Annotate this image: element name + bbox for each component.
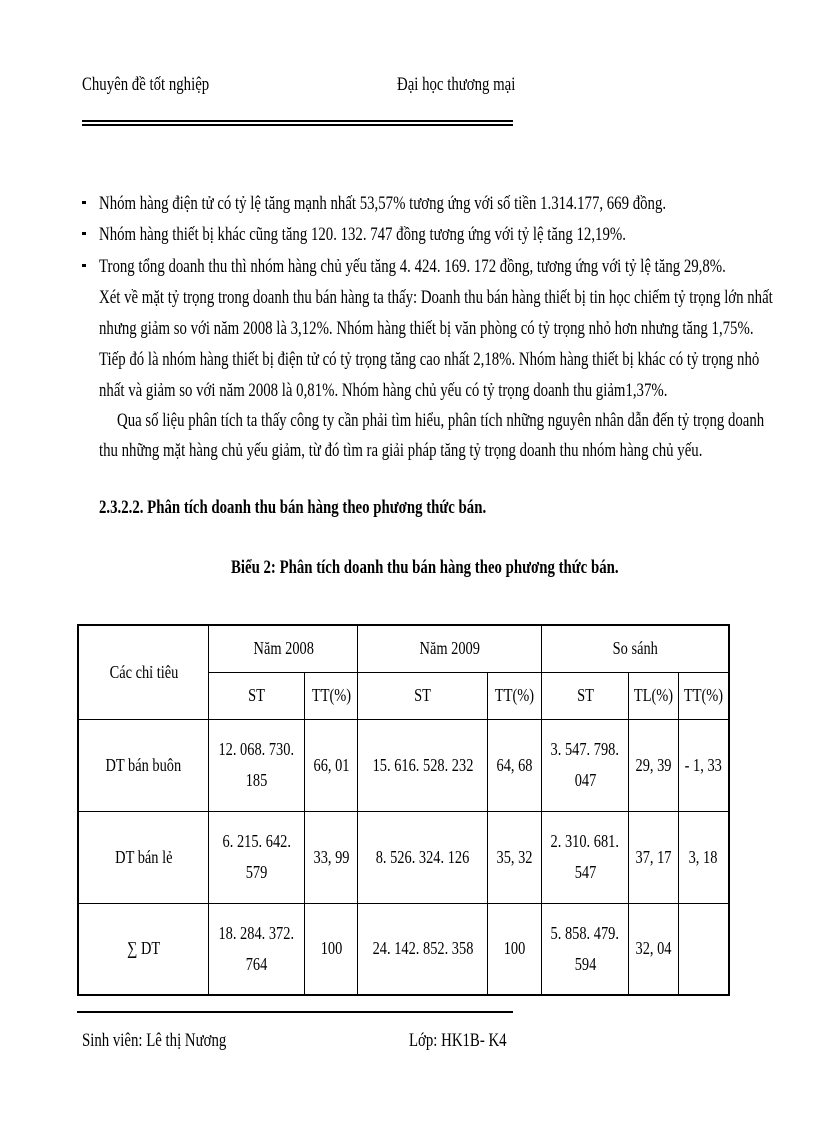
- table-cell: 18. 284. 372. 764: [209, 903, 305, 995]
- footer-right: Lớp: HK1B- K4: [409, 1030, 507, 1051]
- bullet-marker: [82, 232, 86, 235]
- table-cell: 64, 68: [488, 719, 542, 811]
- table-header-cell: So sánh: [542, 625, 729, 672]
- paragraph-line: Tiếp đó là nhóm hàng thiết bị điện tử có tỷ trọng tăng cao nhất 2,18%. Nhóm hàng thiết bị khác có tỷ trọng nhỏ: [99, 349, 760, 370]
- table-cell: 100: [488, 903, 542, 995]
- section-heading: 2.3.2.2. Phân tích doanh thu bán hàng theo phương thức bán.: [99, 497, 487, 518]
- table-row-total: [78, 903, 729, 995]
- table-header-cell: TT(%): [678, 672, 729, 719]
- table-cell: 35, 32: [488, 811, 542, 903]
- table-header-cell: Năm 2008: [209, 625, 358, 672]
- table-cell: 5. 858. 479. 594: [542, 903, 629, 995]
- table-header-cell: TT(%): [488, 672, 542, 719]
- paragraph-line: nhưng giảm so với năm 2008 là 3,12%. Nhóm hàng thiết bị văn phòng có tỷ trọng nhỏ hơn nhưng tăng 1,75%.: [99, 318, 754, 339]
- header-rule-top: [82, 120, 513, 122]
- table-cell: 24. 142. 852. 358: [358, 903, 488, 995]
- table-cell: 8. 526. 324. 126: [358, 811, 488, 903]
- paragraph-line: Qua số liệu phân tích ta thấy công ty cần phải tìm hiểu, phân tích những nguyên nhân dẫn đến tỷ trọng doanh: [117, 410, 765, 431]
- revenue-table: [77, 624, 730, 996]
- header-left: Chuyên đề tốt nghiệp: [82, 74, 210, 95]
- table-cell: 12. 068. 730. 185: [209, 719, 305, 811]
- table-cell: 33, 99: [304, 811, 358, 903]
- table-row: [78, 719, 729, 811]
- table-cell: 3, 18: [678, 811, 729, 903]
- table-header-cell: ST: [209, 672, 305, 719]
- table-cell-label: DT bán lẻ: [78, 811, 209, 903]
- table-cell-label: DT bán buôn: [78, 719, 209, 811]
- table-cell: 29, 39: [628, 719, 678, 811]
- paragraph-line: Xét về mặt tỷ trọng trong doanh thu bán hàng ta thấy: Doanh thu bán hàng thiết bị tin học chiếm tỷ trọng lớn nhất: [99, 287, 773, 308]
- header-rule-bottom: [82, 124, 513, 126]
- table-caption: Biểu 2: Phân tích doanh thu bán hàng theo phương thức bán.: [231, 557, 619, 578]
- table-header-row: [78, 625, 729, 672]
- bullet-marker: [82, 264, 86, 267]
- paragraph-line: nhất và giảm so với năm 2008 là 0,81%. Nhóm hàng chủ yếu có tỷ trọng doanh thu giảm1,37%.: [99, 380, 668, 401]
- table-header-cell: TT(%): [304, 672, 358, 719]
- table-cell: 6. 215. 642. 579: [209, 811, 305, 903]
- table-cell: 100: [304, 903, 358, 995]
- table-cell: - 1, 33: [678, 719, 729, 811]
- table-header-cell: ST: [358, 672, 488, 719]
- header-right: Đại học thương mại: [397, 74, 516, 95]
- table-cell: 32, 04: [628, 903, 678, 995]
- table-header-cell: ST: [542, 672, 629, 719]
- table-header-cell: TL(%): [628, 672, 678, 719]
- footer-left: Sinh viên: Lê thị Nương: [82, 1030, 227, 1051]
- table-cell-label: ∑ DT: [78, 903, 209, 995]
- table-cell: 66, 01: [304, 719, 358, 811]
- table-cell: [678, 903, 729, 995]
- table-header-cell: Các chỉ tiêu: [78, 625, 209, 719]
- table-cell: 3. 547. 798. 047: [542, 719, 629, 811]
- table-row: [78, 811, 729, 903]
- footer-rule: [77, 1011, 513, 1013]
- bullet-marker: [82, 201, 86, 204]
- table-header-cell: Năm 2009: [358, 625, 542, 672]
- paragraph-line: thu những mặt hàng chủ yếu giảm, từ đó tìm ra giải pháp tăng tỷ trọng doanh thu nhóm hàng chủ yếu.: [99, 440, 703, 461]
- table-cell: 37, 17: [628, 811, 678, 903]
- table-cell: 15. 616. 528. 232: [358, 719, 488, 811]
- table-cell: 2. 310. 681. 547: [542, 811, 629, 903]
